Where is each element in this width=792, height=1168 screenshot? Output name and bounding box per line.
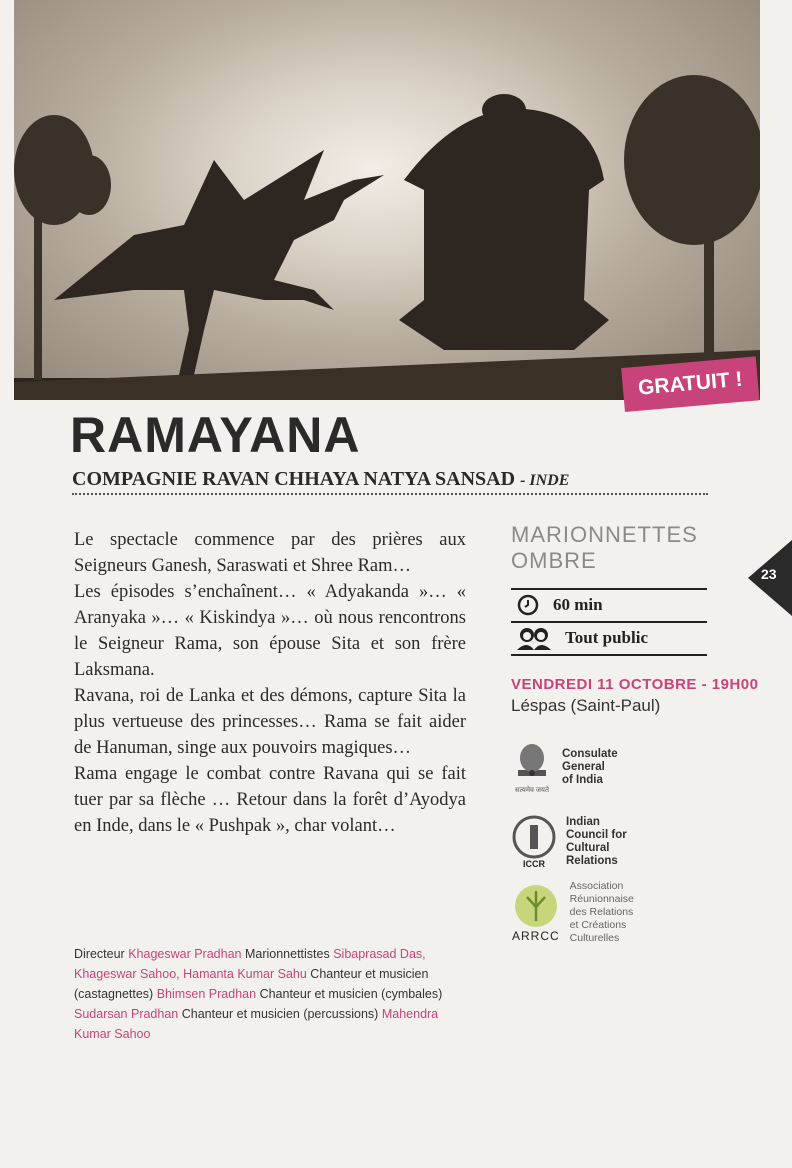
- iccr-text: Indian Council for Cultural Relations: [566, 816, 627, 867]
- tree-logo-icon: [513, 883, 559, 929]
- credit-role: Marionnettistes: [244, 947, 330, 961]
- dotted-divider: [72, 493, 708, 495]
- event-date: VENDREDI 11 OCTOBRE - 19H00: [511, 676, 759, 693]
- consulate-text: Consulate General of India: [562, 748, 618, 786]
- tree-left: [14, 115, 111, 380]
- description: [74, 527, 466, 839]
- description-paragraph: Rama engage le combat contre Ravana qui se fait tuer par sa flèche … Retour dans la forêt d’Ayodya en Inde, dans le « Pushpak », char volant…: [74, 764, 466, 836]
- audience-row: [517, 623, 707, 653]
- credit-name: Khageswar Sahoo,: [74, 967, 180, 981]
- genre: [511, 522, 698, 574]
- credit-role: Directeur: [74, 947, 125, 961]
- audience-icon: [517, 626, 551, 650]
- emblem-icon: [512, 740, 552, 786]
- hero-photo: [14, 0, 760, 400]
- audience-value: Tout public: [565, 628, 648, 647]
- iccr-emblem-icon: [512, 815, 556, 859]
- credit-name: Hamanta Kumar Sahu: [183, 967, 307, 981]
- genre-line: MARIONNETTES: [511, 522, 698, 547]
- iccr-logo: [512, 815, 627, 869]
- genre-line: OMBRE: [511, 548, 597, 573]
- show-title: RAMAYANA: [70, 407, 361, 463]
- company-name: COMPAGNIE RAVAN CHHAYA NATYA SANSAD: [72, 468, 516, 490]
- shadow-puppet-scene: [14, 0, 760, 400]
- credit-role: Chanteur et musicien (cymbales): [259, 987, 443, 1001]
- credit-role: Chanteur et musicien (castagnettes): [74, 967, 429, 1001]
- credit-name: Mahendra Kumar Sahoo: [74, 1007, 439, 1041]
- tree-right: [624, 75, 760, 360]
- event-venue: Léspas (Saint-Paul): [511, 696, 661, 715]
- arrcc-text: Association Réunionnaise des Relations et Créations Culturelles: [569, 880, 634, 944]
- company-subtitle: [72, 466, 569, 494]
- description-paragraph: Le spectacle commence par des prières aux Seigneurs Ganesh, Saraswati et Shree Ram…: [74, 530, 466, 576]
- chariot-puppet: [399, 94, 609, 350]
- credit-name: Sudarsan Pradhan: [74, 1007, 179, 1021]
- arrcc-logo: [512, 880, 634, 945]
- credits: [74, 944, 474, 1044]
- clock-icon: [517, 594, 539, 616]
- duration-row: [517, 590, 707, 620]
- description-paragraph: Ravana, roi de Lanka et des démons, capture Sita la plus vertueuse des princesses… Rama se fait aider de Hanuman, singe aux pouvoirs magiques…: [74, 686, 466, 758]
- iccr-abbr: ICCR: [523, 859, 545, 869]
- free-badge: GRATUIT !: [621, 356, 759, 412]
- page-number: 23: [761, 566, 777, 582]
- description-paragraph: Les épisodes s’enchaînent… « Adyakanda »… « Aranyaka »… « Kiskindya »… où nous rencontrons le Seigneur Rama, son épouse Sita et son frère Laksmana.: [74, 582, 466, 680]
- emblem-motto: सत्यमेव जयते: [515, 786, 549, 794]
- arrcc-abbr: ARRCC: [512, 928, 560, 943]
- credit-role: Chanteur et musicien (percussions): [181, 1007, 379, 1021]
- duration-value: 60 min: [553, 595, 603, 614]
- info-divider: [511, 654, 707, 656]
- consulate-logo: [512, 740, 618, 795]
- credit-name: Sibaprasad Das,: [333, 947, 426, 961]
- country: - INDE: [520, 472, 570, 489]
- credit-name: Khageswar Pradhan: [128, 947, 242, 961]
- credit-name: Bhimsen Pradhan: [156, 987, 257, 1001]
